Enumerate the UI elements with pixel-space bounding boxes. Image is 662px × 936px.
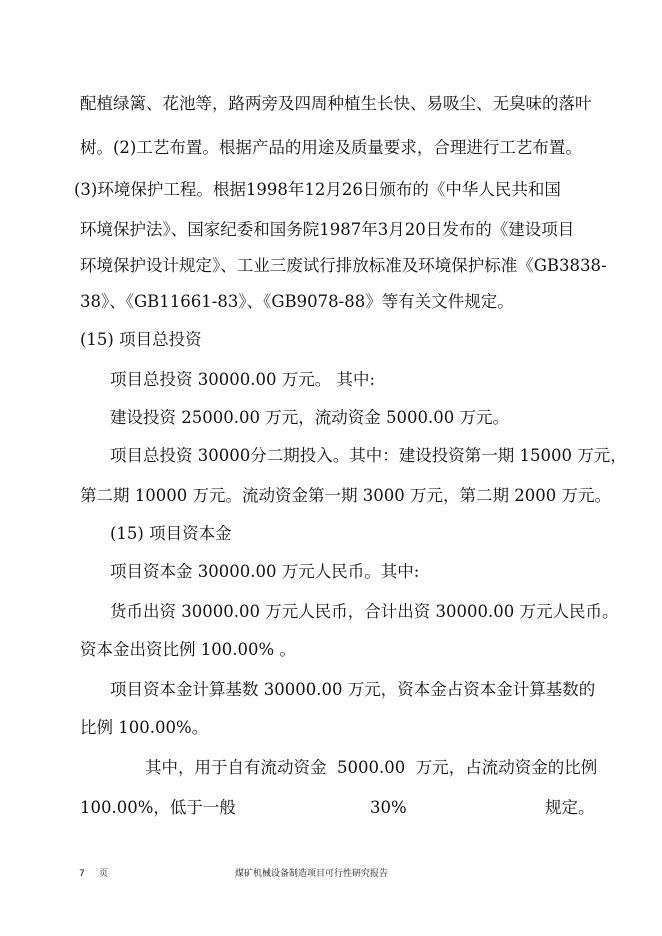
page-label: 页 (99, 869, 109, 879)
paragraph-fragment: 规定。 (545, 798, 595, 817)
footer-doc-title: 煤矿机械设备制造项目可行性研究报告 (235, 869, 389, 879)
paragraph-line: 项目资本金 30000.00 万元人民币。其中: (110, 562, 420, 581)
paragraph-line: 项目总投资 30000分二期投入。其中：建设投资第一期 15000 万元， (110, 446, 627, 465)
paragraph-line: 环境保护设计规定》、工业三废试行排放标准及环境保护标准《GB3838- (80, 256, 607, 275)
paragraph-line: 100.00%，低于一般 (80, 798, 236, 817)
paragraph-fragment: 30% (370, 798, 407, 817)
paragraph-line: 项目总投资 30000.00 万元。 其中: (110, 370, 376, 389)
paragraph-line: 货币出资 30000.00 万元人民币，合计出资 30000.00 万元人民币。 (110, 602, 619, 621)
section-heading: (15) 项目资本金 (110, 524, 232, 543)
paragraph-line: 第二期 10000 万元。流动资金第一期 3000 万元，第二期 2000 万元。 (80, 486, 611, 505)
paragraph-line: (3)环境保护工程。根据1998年12月26日颁布的《中华人民共和国 (74, 180, 561, 199)
page-number: 7 (79, 869, 85, 879)
paragraph-line: 配植绿篱、花池等，路两旁及四周种植生长快、易吸尘、无臭味的落叶 (80, 94, 592, 113)
paragraph-line: 树。(2)工艺布置。根据产品的用途及质量要求，合理进行工艺布置。 (80, 138, 582, 157)
paragraph-line: 环境保护法》、国家纪委和国务院1987年3月20日发布的《建设项目 (80, 220, 575, 239)
paragraph-line: 资本金出资比例 100.00% 。 (80, 640, 296, 659)
paragraph-line: 比例 100.00%。 (80, 718, 209, 737)
paragraph-line: 其中，用于自有流动资金 5000.00 万元，占流动资金的比例 (145, 758, 598, 777)
paragraph-line: 38》、《GB11661-83》、《GB9078-88》等有关文件规定。 (80, 292, 514, 311)
paragraph-line: 建设投资 25000.00 万元，流动资金 5000.00 万元。 (110, 408, 509, 427)
paragraph-line: 项目资本金计算基数 30000.00 万元，资本金占资本金计算基数的 (110, 680, 596, 699)
section-heading: (15) 项目总投资 (80, 330, 202, 349)
